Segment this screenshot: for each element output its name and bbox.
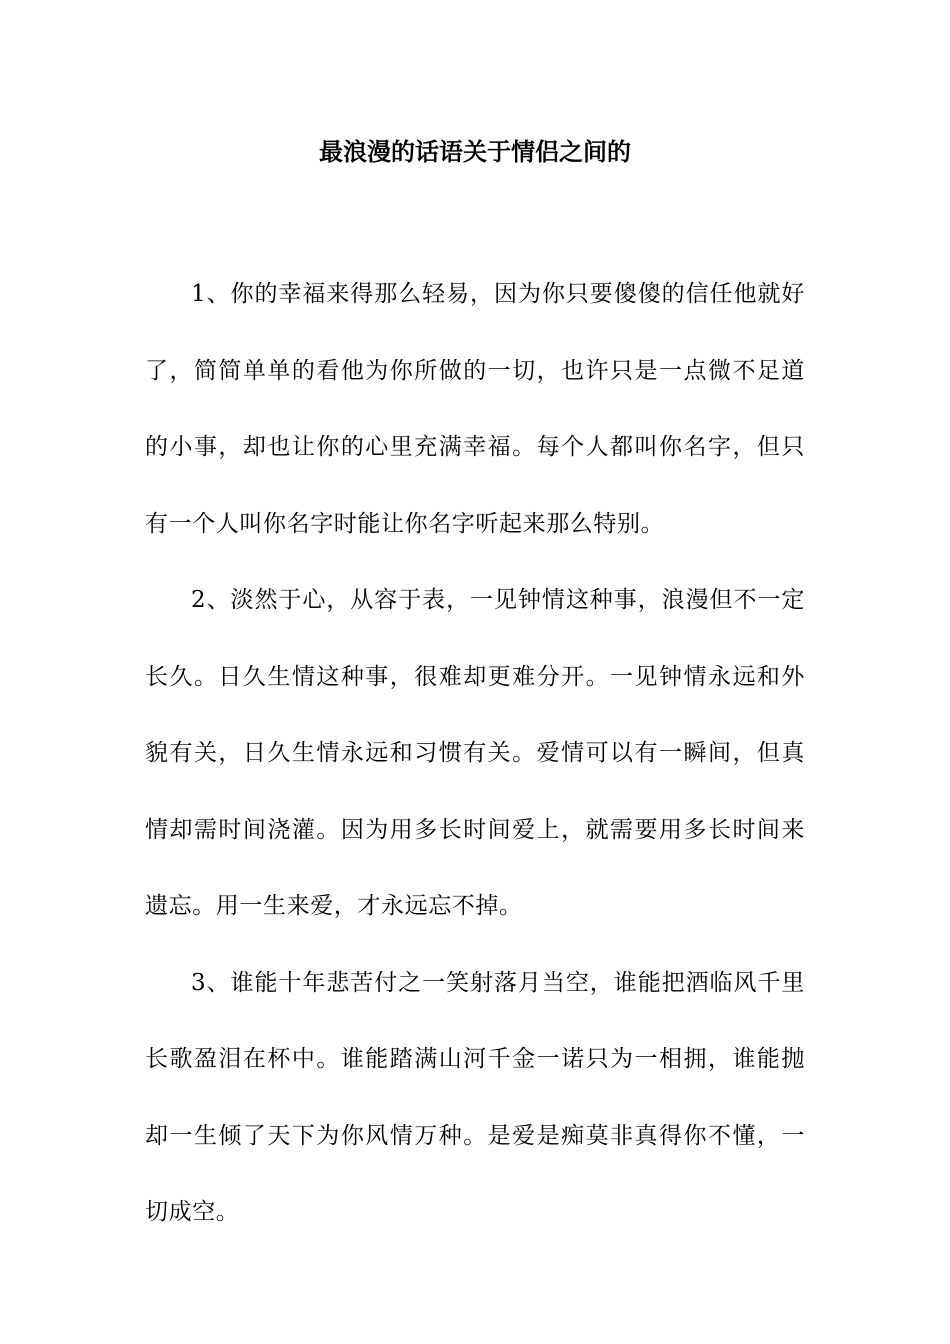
document-title: 最浪漫的话语关于情侣之间的	[319, 138, 631, 166]
paragraph-3: 3、谁能十年悲苦付之一笑射落月当空，谁能把酒临风千里长歌盈泪在杯中。谁能踏满山河千金一诺只为一相拥，谁能抛却一生倾了天下为你风情万种。是爱是痴莫非真得你不懂，一切成空。	[145, 969, 805, 1225]
paragraph-1: 1、你的幸福来得那么轻易，因为你只要傻傻的信任他就好了，简简单单的看他为你所做的一切，也许只是一点微不足道的小事，却也让你的心里充满幸福。每个人都叫你名字，但只有一个人叫你名字时能让你名字听起来那么特别。	[145, 281, 805, 537]
paragraph-2: 2、淡然于心，从容于表，一见钟情这种事，浪漫但不一定长久。日久生情这种事，很难却更难分开。一见钟情永远和外貌有关，日久生情永远和习惯有关。爱情可以有一瞬间，但真情却需时间浇灌。因为用多长时间爱上，就需要用多长时间来遗忘。用一生来爱，才永远忘不掉。	[145, 587, 805, 919]
document-body	[145, 256, 805, 1251]
